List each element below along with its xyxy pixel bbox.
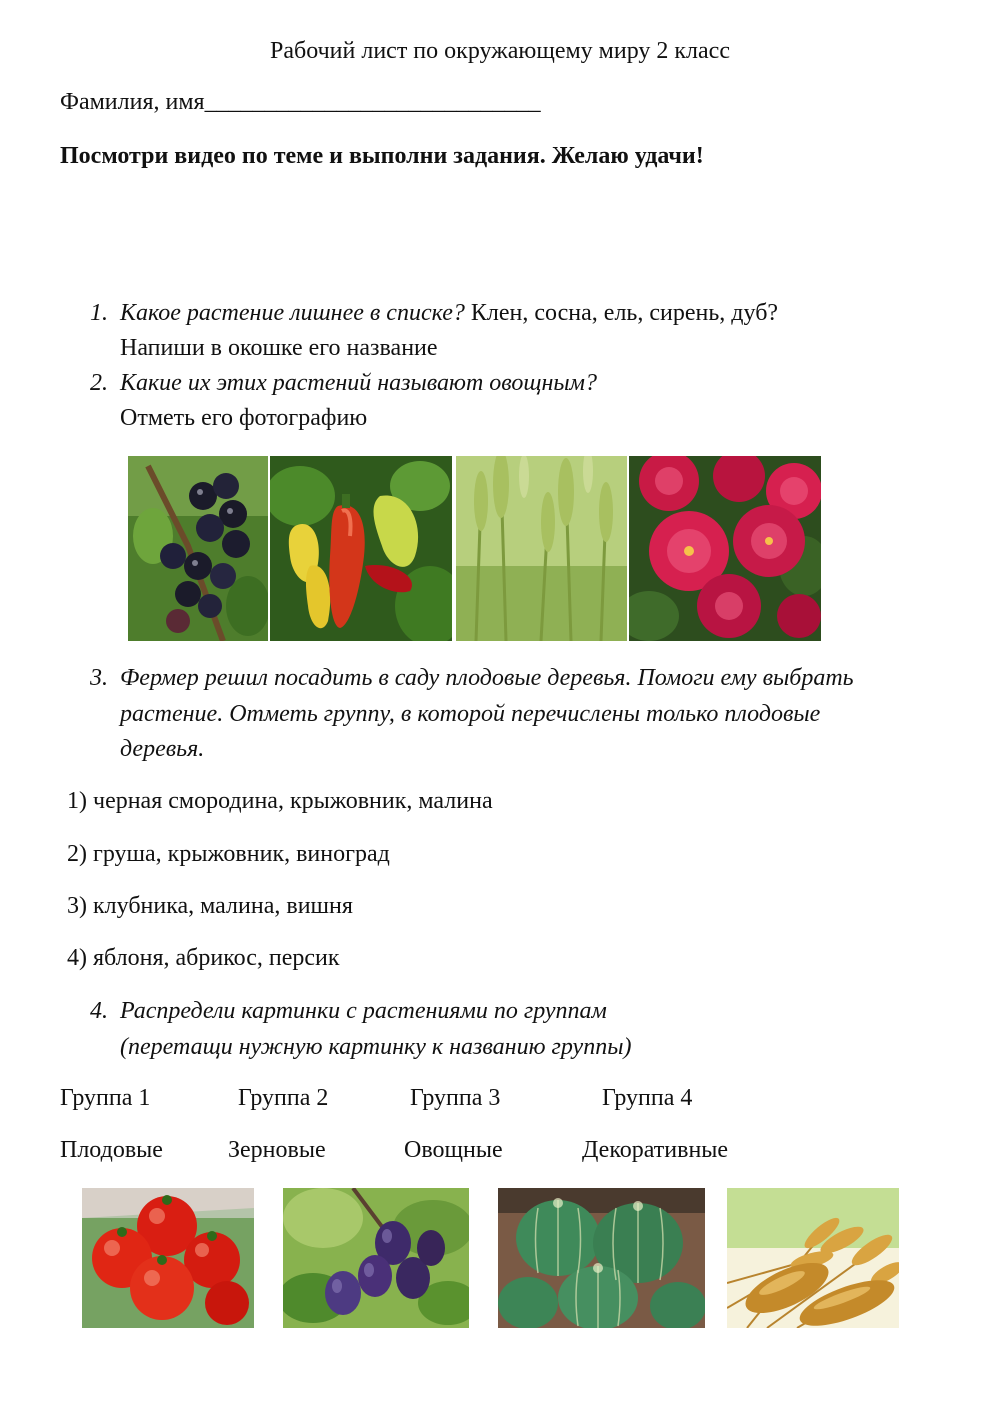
group-3-label: Группа 3 xyxy=(410,1085,501,1111)
blackcurrant-photo[interactable] xyxy=(128,456,268,641)
task-1-line1 xyxy=(120,299,778,328)
cactus-photo[interactable] xyxy=(498,1188,705,1328)
task-3-option-3[interactable]: 3) клубника, малина, вишня xyxy=(67,893,353,919)
group-4-label: Группа 4 xyxy=(602,1085,693,1111)
instruction: Посмотри видео по теме и выполни задания. Желаю удачи! xyxy=(60,143,704,169)
task-3-line2: растение. Отметь группу, в которой перечислены только плодовые xyxy=(120,701,821,727)
group-2-label: Группа 2 xyxy=(238,1085,329,1111)
wheat-ears-photo[interactable] xyxy=(727,1188,899,1328)
task-1-question: Какое растение лишнее в списке? xyxy=(120,300,465,326)
task-4-line2: (перетащи нужную картинку к названию группы) xyxy=(120,1034,632,1060)
name-line[interactable]: ____________________________ xyxy=(204,89,541,115)
tomato-photo[interactable] xyxy=(82,1188,254,1328)
aster-photo[interactable] xyxy=(629,456,821,641)
task-1-line2: Напиши в окошке его название xyxy=(120,335,438,361)
task-3-option-1[interactable]: 1) черная смородина, крыжовник, малина xyxy=(67,788,493,814)
group-3-dropzone[interactable]: Овощные xyxy=(404,1137,503,1163)
task-3-option-4[interactable]: 4) яблоня, абрикос, персик xyxy=(67,945,340,971)
task-3-line1: Фермер решил посадить в саду плодовые деревья. Помоги ему выбрать xyxy=(120,665,854,691)
pepper-photo[interactable] xyxy=(270,456,452,641)
task-4-line1: Распредели картинки с растениями по группам xyxy=(120,998,607,1024)
name-field xyxy=(60,88,541,117)
task-2-question: Какие их этих растений называют овощным? xyxy=(120,370,597,396)
task-1 xyxy=(90,299,108,328)
group-2-dropzone[interactable]: Зерновые xyxy=(228,1137,326,1163)
task-4-number: 4. xyxy=(90,998,108,1024)
page-title: Рабочий лист по окружающему миру 2 класс xyxy=(270,38,730,64)
task-3-number: 3. xyxy=(90,665,108,691)
task-1-list: Клен, сосна, ель, сирень, дуб? xyxy=(464,300,779,326)
group-1-label: Группа 1 xyxy=(60,1085,151,1111)
group-1-dropzone[interactable]: Плодовые xyxy=(60,1137,163,1163)
task-1-number: 1. xyxy=(90,300,108,326)
task-3-line3: деревья. xyxy=(120,736,205,762)
task-2-number: 2. xyxy=(90,370,108,396)
name-label: Фамилия, имя xyxy=(60,89,205,115)
task-2-line2: Отметь его фотографию xyxy=(120,405,368,431)
wheat-field-photo[interactable] xyxy=(456,456,627,641)
plum-photo[interactable] xyxy=(283,1188,469,1328)
group-4-dropzone[interactable]: Декоративные xyxy=(582,1137,729,1163)
task-3-option-2[interactable]: 2) груша, крыжовник, виноград xyxy=(67,841,390,867)
